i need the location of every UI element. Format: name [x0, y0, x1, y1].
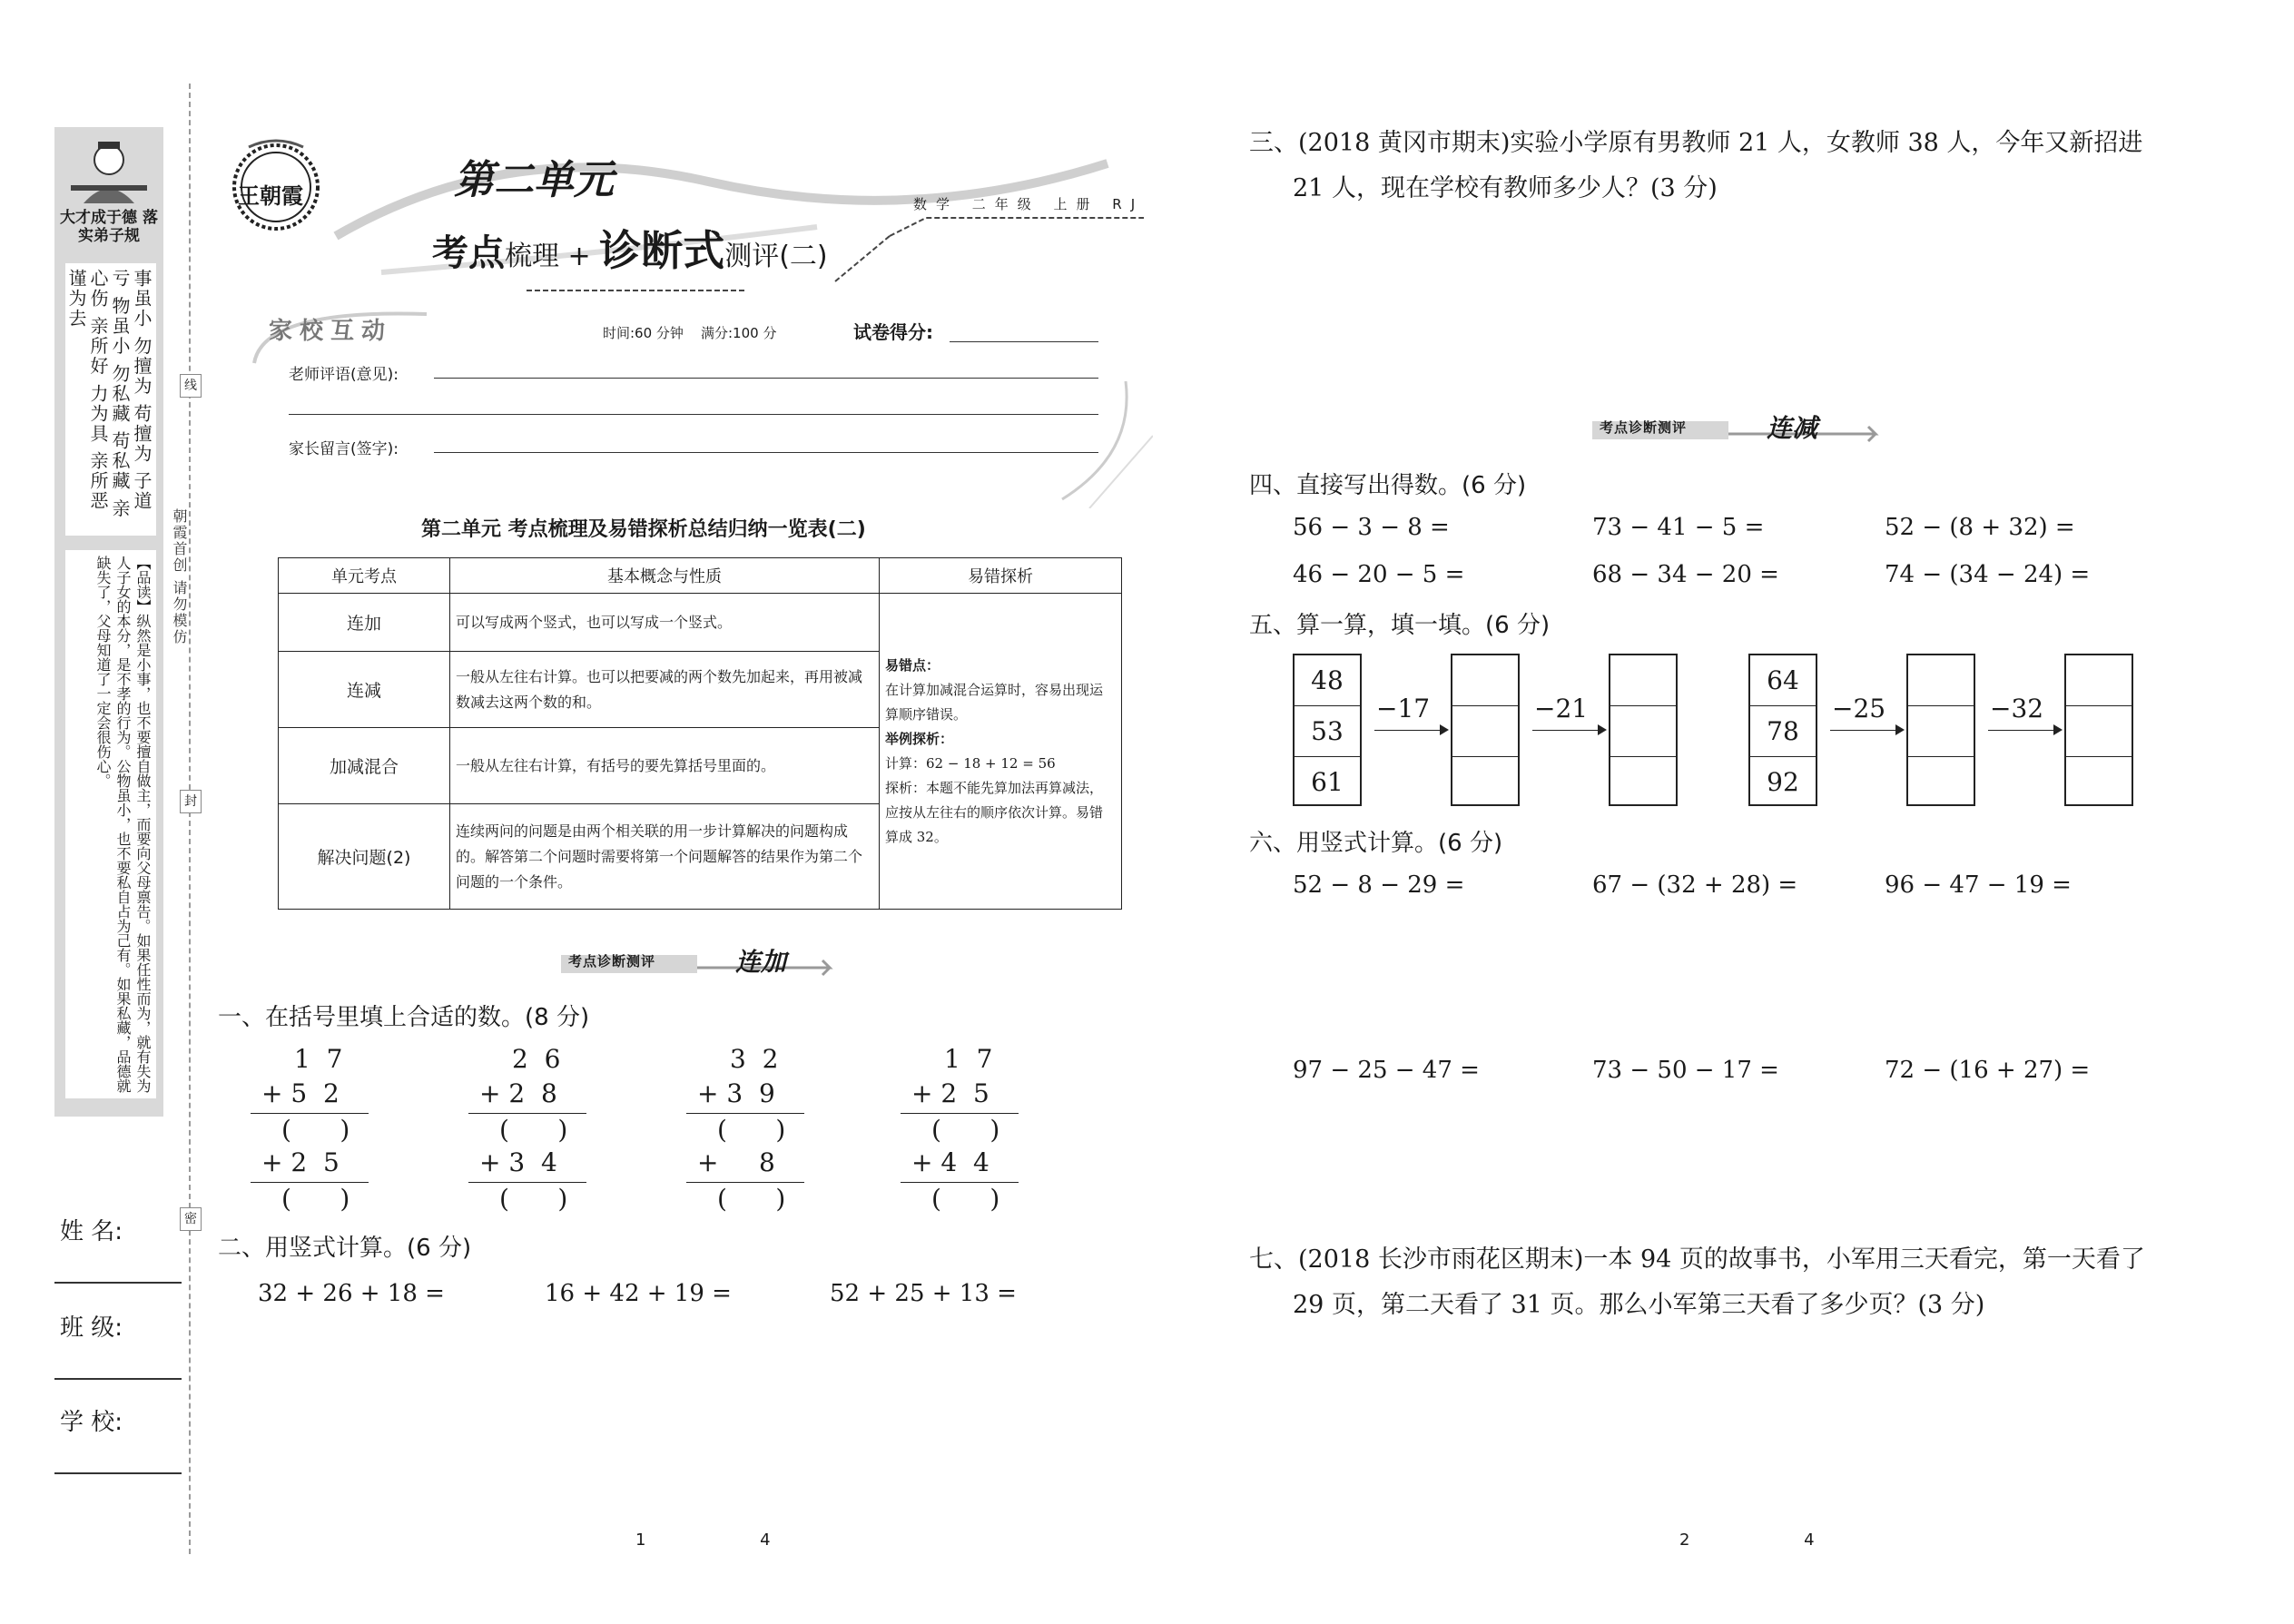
start-number: 53 [1295, 706, 1360, 757]
home-school-section-title: 家校互动 [269, 318, 393, 345]
parent-comment-label: 家长留言(签字): [289, 440, 399, 458]
answer-cell[interactable] [1908, 757, 1974, 807]
operation-label: −32 [1990, 694, 2044, 723]
error-point-text: 在计算加减混合运算时，容易出现运算顺序错误。 [885, 681, 1104, 723]
calc-line: + 3 4 [479, 1147, 557, 1177]
table-cell-topic: 连加 [279, 594, 450, 652]
teacher-comment-field-2[interactable] [289, 414, 1098, 415]
table-cell-topic: 解决问题(2) [279, 804, 450, 910]
question-7-line-1: 七、(2018 长沙市雨花区期末)一本 94 页的故事书，小军用三天看完，第一天看了 [1249, 1245, 2145, 1274]
calc-line: + 5 2 [261, 1078, 340, 1108]
question-3-line-1: 三、(2018 黄冈市期末)实验小学原有男教师 21 人，女教师 38 人，今年又新招进 [1249, 129, 2143, 157]
parent-comment-field[interactable] [434, 452, 1098, 453]
time-limit: 时间:60 分钟 [603, 325, 684, 341]
vertical-calc-block [468, 1044, 586, 1216]
number-column-start [1293, 654, 1362, 806]
calc-line: + 8 [697, 1147, 775, 1177]
q6-expression: 97 − 25 − 47 = [1293, 1057, 1480, 1084]
answer-cell[interactable] [1452, 706, 1518, 757]
answer-column [2064, 654, 2133, 806]
vertical-calc-block [686, 1044, 804, 1216]
calc-rule [251, 1113, 369, 1114]
question-3-line-2: 21 人，现在学校有教师多少人？(3 分) [1293, 174, 1718, 202]
calc-blank[interactable]: ( ) [281, 1115, 350, 1145]
q2-expression: 52 + 25 + 13 = [830, 1280, 1017, 1307]
number-column-start [1748, 654, 1817, 806]
subtitle-part-3: 诊断式 [599, 226, 725, 275]
q6-expression: 52 − 8 − 29 = [1293, 871, 1465, 899]
verse-reading: 【品读】纵然是小事，也不要擅自做主，而要向父母禀告。如果任性而为，就有失为人子女的本分，是不孝的行为。公物虽小，也不要私自占为己有。如果私藏，品德就缺失了，父母知道了一定会很伤心。 [65, 550, 156, 1098]
calc-rule [901, 1182, 1019, 1183]
calc-rule [686, 1113, 804, 1114]
question-4-heading: 四、直接写出得数。(6 分) [1249, 472, 1527, 499]
error-point-label: 易错点： [885, 656, 940, 674]
error-analysis-cell [880, 594, 1122, 910]
arrow-line [1830, 730, 1895, 731]
operation-label: −21 [1534, 694, 1589, 723]
test-subtitle [432, 218, 828, 278]
question-7-line-2: 29 页，第二天看了 31 页。那么小军第三天看了多少页？(3 分) [1293, 1291, 1985, 1319]
q4-expression: 68 − 34 − 20 = [1592, 561, 1779, 588]
q4-expression: 56 − 3 − 8 = [1293, 514, 1450, 541]
scholar-illustration-icon [65, 134, 153, 203]
teacher-comment-field[interactable] [434, 378, 1098, 379]
table-cell-concept: 连续两问的问题是由两个相关联的用一步计算解决的问题构成的。解答第二个问题时需要将第一个问题解答的结果作为第二个问题的一个条件。 [450, 804, 880, 910]
start-number: 64 [1750, 655, 1816, 706]
calc-blank[interactable]: ( ) [717, 1115, 786, 1145]
answer-column [1609, 654, 1678, 806]
q6-expression: 67 − (32 + 28) = [1592, 871, 1798, 899]
time-score-info [603, 323, 776, 342]
question-2-heading: 二、用竖式计算。(6 分) [218, 1235, 472, 1262]
answer-cell[interactable] [1908, 706, 1974, 757]
question-1-heading: 一、在括号里填上合适的数。(8 分) [218, 1004, 590, 1031]
start-number: 92 [1767, 767, 1799, 797]
question-6-heading: 六、用竖式计算。(6 分) [1249, 830, 1503, 857]
calc-rule [468, 1113, 586, 1114]
section-banner-subtraction [1589, 414, 1879, 441]
vertical-calc-block [251, 1044, 369, 1216]
di-zi-gui-verse: 事虽小 勿擅为 苟擅为 子道亏 物虽小 勿私藏 苟私藏 亲心伤 亲所好 力为具 亲所恶 谨为去 [65, 263, 156, 536]
page-number-right: 2 4 [1679, 1530, 1869, 1550]
copyright-note: 朝霞首创 请勿模仿 [171, 508, 188, 646]
table-cell-topic: 加减混合 [279, 728, 450, 804]
calc-rule [251, 1182, 369, 1183]
start-number: 61 [1311, 767, 1344, 797]
summary-table-title: 第二单元 考点梳理及易错探析总结归纳一览表(二) [421, 518, 866, 541]
calc-blank[interactable]: ( ) [717, 1184, 786, 1214]
teacher-comment-label: 老师评语(意见): [289, 366, 399, 384]
calc-blank[interactable]: ( ) [931, 1184, 1000, 1214]
calc-line: + 3 9 [697, 1078, 775, 1108]
subject-grade-info: 数学 二年级 上册 RJ [913, 196, 1145, 212]
name-label: 姓 名: [60, 1218, 123, 1245]
calc-blank[interactable]: ( ) [499, 1115, 568, 1145]
name-field[interactable] [54, 1282, 182, 1284]
subtitle-part-4: 测评(二) [724, 241, 828, 272]
school-label: 学 校: [60, 1409, 123, 1436]
q4-expression: 52 − (8 + 32) = [1885, 514, 2075, 541]
calc-line: + 2 5 [261, 1147, 340, 1177]
operation-label: −17 [1376, 694, 1431, 723]
start-number: 48 [1295, 655, 1360, 706]
calc-line: + 4 4 [911, 1147, 989, 1177]
motto: 大才成于德 落实弟子规 [60, 209, 158, 245]
calc-line: 2 6 [512, 1044, 561, 1074]
unit-title: 第二单元 [454, 157, 614, 203]
logo-text: 王朝霞 [238, 182, 303, 209]
arrow-right-icon [2053, 724, 2063, 735]
cut-mark-seal: 封 [180, 790, 202, 813]
table-cell-concept: 可以写成两个竖式，也可以写成一个竖式。 [450, 594, 880, 652]
class-field[interactable] [54, 1378, 182, 1380]
q6-expression: 96 − 47 − 19 = [1885, 871, 2072, 899]
table-cell-concept: 一般从左往右计算，有括号的要先算括号里面的。 [450, 728, 880, 804]
summary-table [278, 557, 1122, 910]
class-label: 班 级: [60, 1314, 123, 1342]
banner-tag: 考点诊断测评 [568, 953, 656, 969]
example-label: 举例探析： [885, 730, 954, 747]
answer-cell[interactable] [1908, 655, 1974, 706]
question-5-heading: 五、算一算，填一填。(6 分) [1249, 612, 1551, 639]
page-number-left: 1 4 [635, 1530, 825, 1550]
arrow-right-icon [1440, 724, 1449, 735]
calc-line: + 2 5 [911, 1078, 989, 1108]
calc-line: 1 7 [944, 1044, 993, 1074]
vertical-calc-block [901, 1044, 1019, 1216]
score-field[interactable] [950, 341, 1098, 342]
answer-cell[interactable] [1610, 706, 1676, 757]
calc-rule [468, 1182, 586, 1183]
table-header: 单元考点 [279, 558, 450, 594]
example-analysis: 探析：本题不能先算加法再算减法，应按从左往右的顺序依次计算。易错算成 32。 [885, 779, 1104, 845]
banner-tag: 考点诊断测评 [1600, 419, 1688, 436]
arrow-line [1532, 730, 1598, 731]
example-calc: 计算：62 − 18 + 12 = 56 [885, 754, 1056, 772]
table-header: 易错探析 [880, 558, 1122, 594]
q2-expression: 16 + 42 + 19 = [545, 1280, 732, 1307]
arrow-line [1988, 730, 2053, 731]
answer-column [1451, 654, 1520, 806]
answer-cell[interactable] [2066, 706, 2132, 757]
banner-word: 连减 [1767, 413, 1818, 443]
cut-mark-secret: 密 [180, 1207, 202, 1231]
calc-line: + 2 8 [479, 1078, 557, 1108]
answer-cell[interactable] [1452, 655, 1518, 706]
calc-blank[interactable]: ( ) [281, 1184, 350, 1214]
school-field[interactable] [54, 1472, 182, 1474]
calc-blank[interactable]: ( ) [499, 1184, 568, 1214]
answer-cell[interactable] [1610, 655, 1676, 706]
answer-cell[interactable] [2066, 655, 2132, 706]
arrow-right-icon [1598, 724, 1607, 735]
arrow-right-icon [1895, 724, 1905, 735]
start-number: 78 [1750, 706, 1816, 757]
calc-rule [901, 1113, 1019, 1114]
subtitle-part-1: 考点 [432, 232, 505, 274]
q2-expression: 32 + 26 + 18 = [258, 1280, 445, 1307]
score-label: 试卷得分: [853, 321, 933, 343]
calc-blank[interactable]: ( ) [931, 1115, 1000, 1145]
table-header: 基本概念与性质 [450, 558, 880, 594]
q4-expression: 46 − 20 − 5 = [1293, 561, 1465, 588]
binding-cut-line [189, 84, 191, 1554]
calc-line: 3 2 [730, 1044, 779, 1074]
cut-mark-line: 线 [180, 374, 202, 398]
banner-word: 连加 [735, 947, 787, 977]
answer-column [1906, 654, 1975, 806]
calc-rule [686, 1182, 804, 1183]
arrow-line [1374, 730, 1440, 731]
q4-expression: 73 − 41 − 5 = [1592, 514, 1765, 541]
answer-cell[interactable] [2066, 757, 2132, 807]
answer-cell[interactable] [1452, 757, 1518, 807]
calc-line: 1 7 [294, 1044, 343, 1074]
table-cell-concept: 一般从左往右计算。也可以把要减的两个数先加起来，再用被减数减去这两个数的和。 [450, 652, 880, 728]
q6-expression: 73 − 50 − 17 = [1592, 1057, 1779, 1084]
q4-expression: 74 − (34 − 24) = [1885, 561, 2091, 588]
table-cell-topic: 连减 [279, 652, 450, 728]
q6-expression: 72 − (16 + 27) = [1885, 1057, 2091, 1084]
operation-label: −25 [1832, 694, 1886, 723]
answer-cell[interactable] [1610, 757, 1676, 807]
section-banner-addition [557, 948, 848, 975]
full-score: 满分:100 分 [701, 325, 777, 341]
subtitle-part-2: 梳理 + [505, 241, 600, 272]
